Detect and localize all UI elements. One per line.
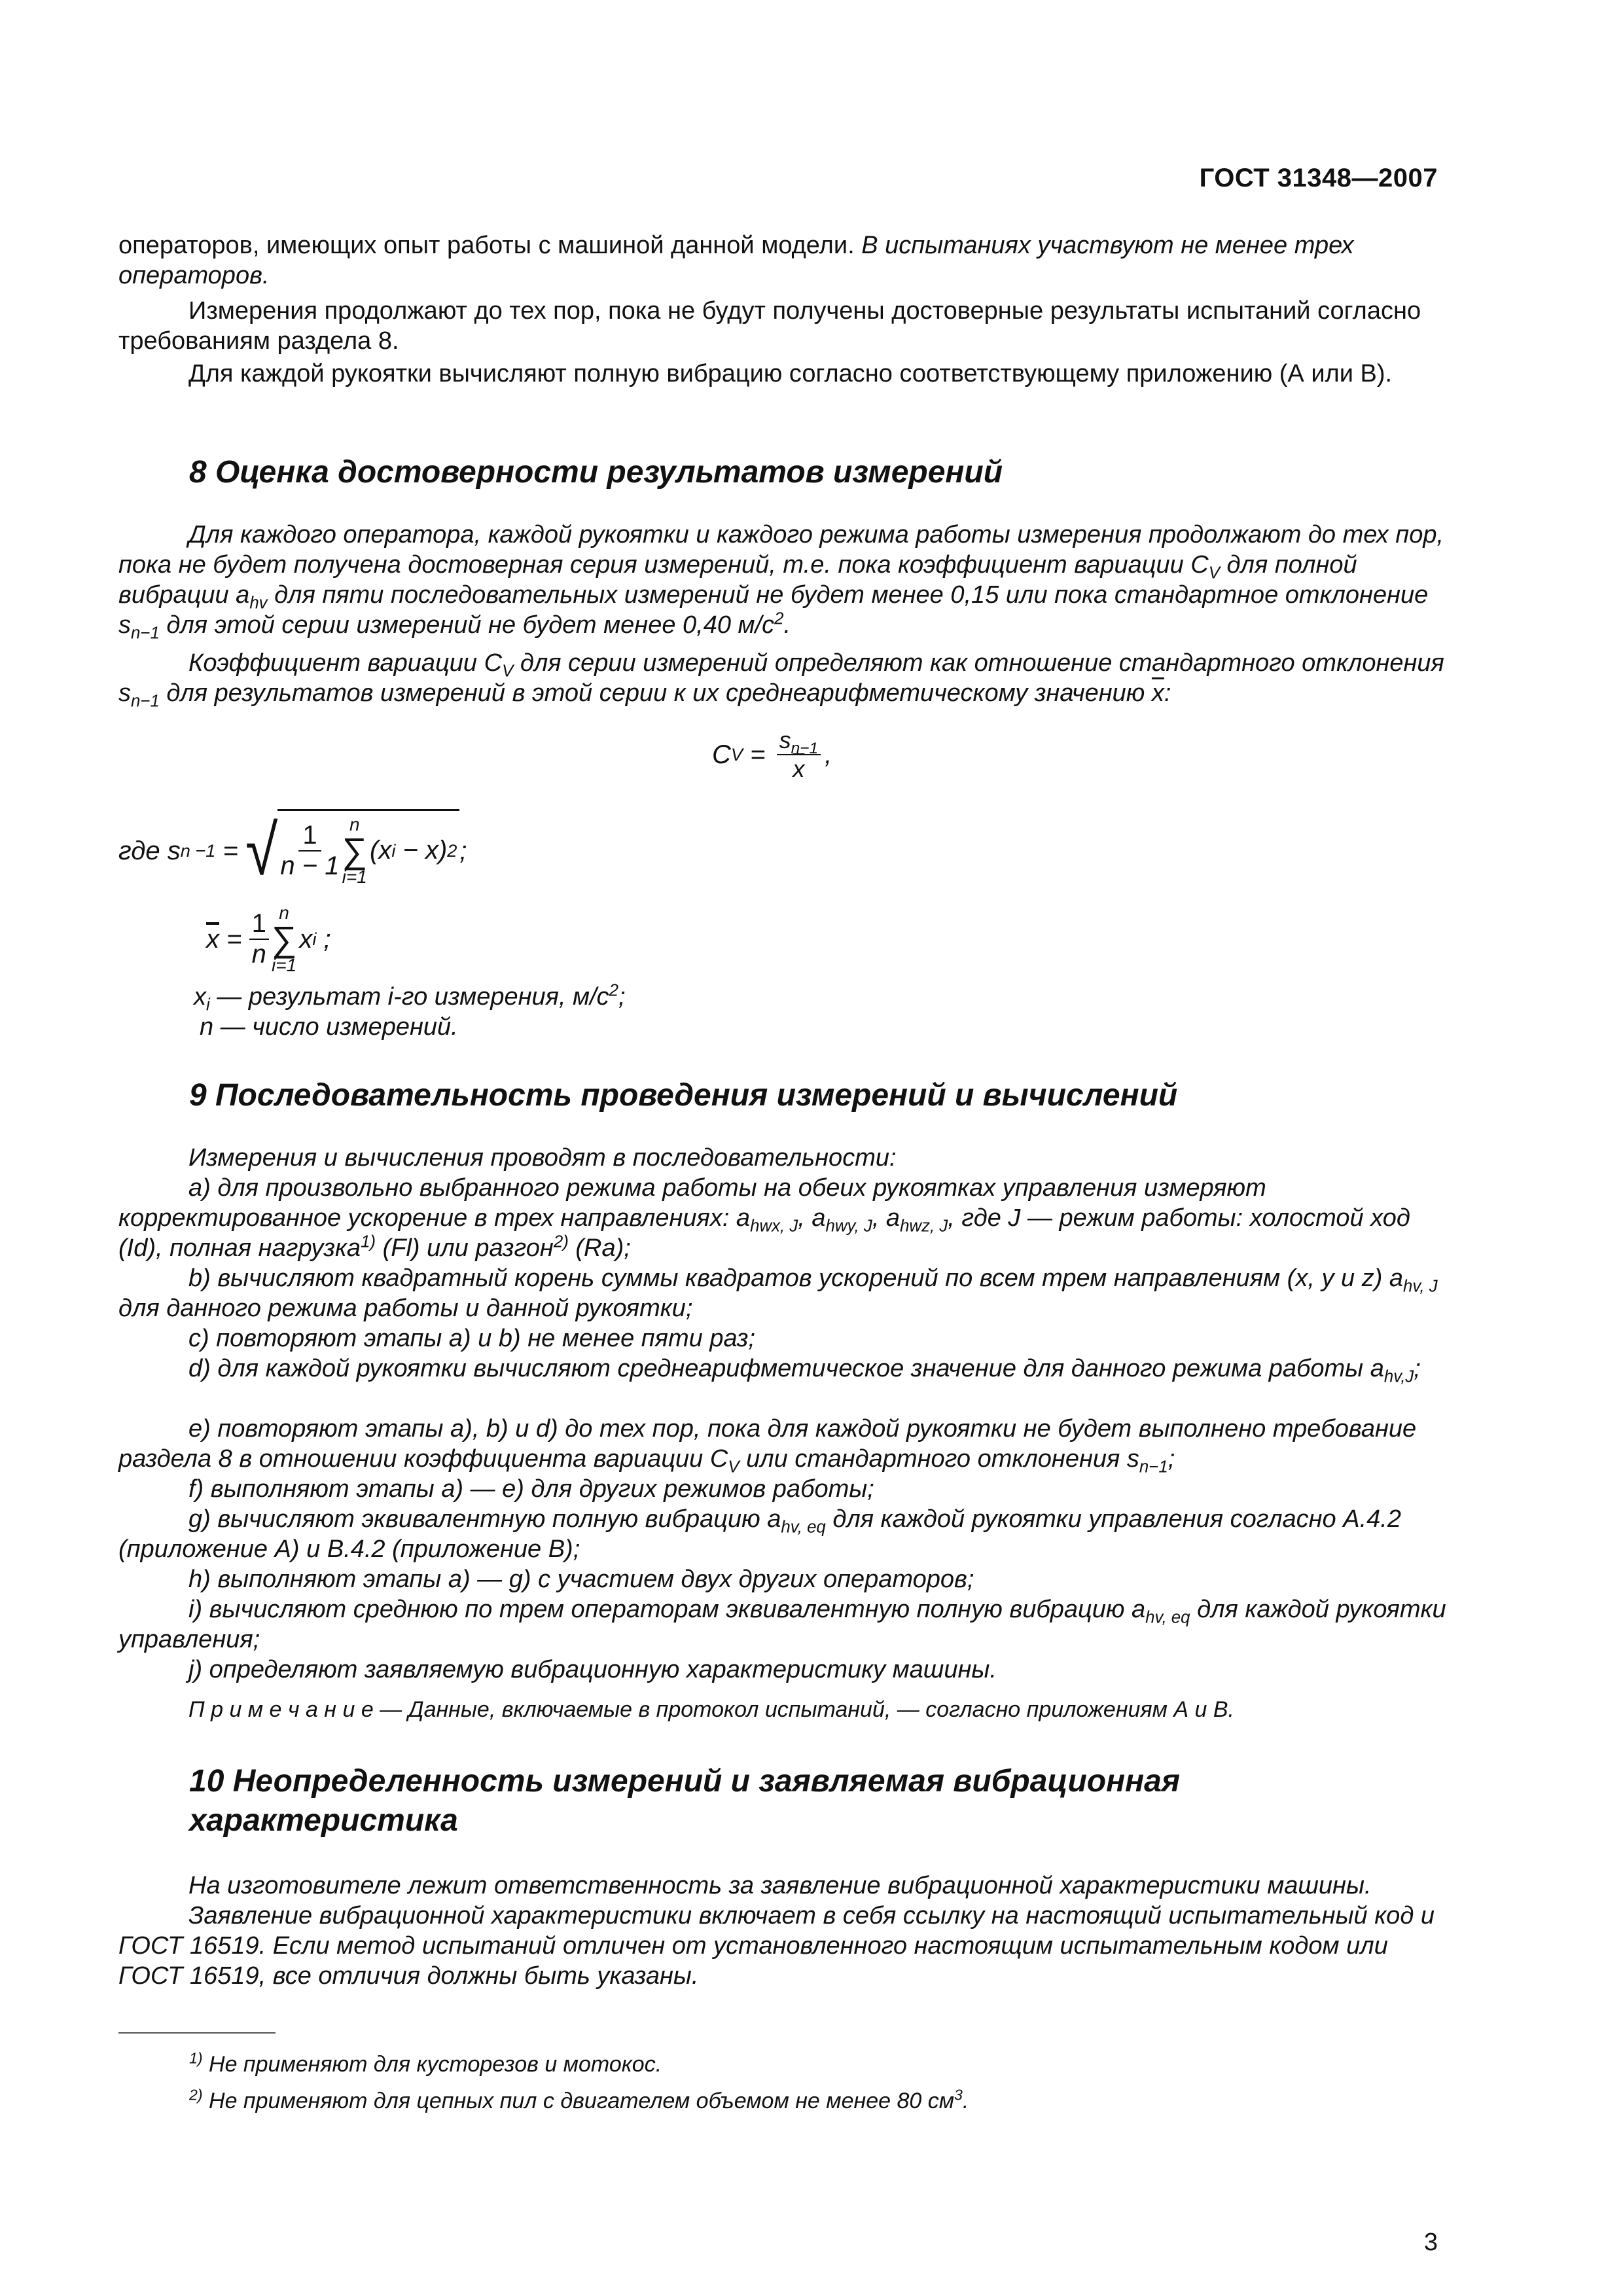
text: ;	[1168, 1445, 1175, 1473]
fraction	[280, 821, 339, 881]
where-label: где s	[118, 836, 181, 865]
text: или стандартного отклонения s	[739, 1445, 1139, 1473]
text: i) вычисляют среднюю по трем операторам эквивалентную полную вибрацию a	[188, 1596, 1146, 1623]
text: для пяти последовательных измерений не будет менее 0,15 или пока стандартное отклонение s	[118, 581, 1429, 639]
fraction-denominator: x	[793, 755, 805, 782]
step-e	[118, 1414, 1447, 1477]
section-9-heading: 9 Последовательность проведения измерений и вычислений	[189, 1078, 1178, 1113]
subscript: hwy, J	[825, 1217, 872, 1236]
formula-tail: ;	[316, 924, 331, 954]
text: ;	[1414, 1355, 1421, 1382]
text: для результатов измерений в этой серии к их среднеарифметическому значению	[159, 679, 1152, 707]
subscript: hwx, J	[750, 1217, 798, 1236]
subscript: V	[1208, 564, 1220, 583]
text: , a	[798, 1204, 826, 1232]
subscript: hv, J	[1403, 1277, 1438, 1296]
subscript: hv,J	[1383, 1367, 1414, 1386]
text: (Ra);	[568, 1234, 631, 1262]
sum-body: − x)	[395, 836, 448, 865]
sum-var: x	[299, 924, 313, 954]
superscript: 3	[954, 2086, 963, 2104]
note-text: — Данные, включаемые в протокол испытаний, — согласно приложениям А и В.	[373, 1697, 1234, 1722]
text: для полной вибрации a	[118, 551, 1357, 609]
section-10-paragraph-2: Заявление вибрационной характеристики включает в себя ссылку на настоящий испытательный код и ГОСТ 16519. Если метод испытаний отличен от установленного настоящим испытательным кодом или ГОСТ 16519, все отличия должны быть указаны.	[118, 1902, 1435, 1990]
step-b	[118, 1263, 1447, 1323]
formula-standard-deviation: где s n −1 = √ $\frac{1}{n - 1}$ n ∑ i=1 (x i − x) 2 ;	[118, 805, 467, 897]
formula-eq: =	[215, 836, 246, 865]
fraction	[777, 726, 821, 783]
formula-coefficient-variation: C V = $\frac{s_{n-1}}{x}$ ,	[712, 726, 832, 782]
subscript: V	[728, 1458, 740, 1477]
text: а) для произвольно выбранного режима работы на обеих рукоятках управления измеряют корректированное ускорение в трех направлениях: a	[118, 1174, 1266, 1232]
formula-mean: $\overline{x}$ = $\frac{1}{n}$ n ∑ i=1 x i ;	[206, 903, 331, 975]
text: операторов, имеющих опыт работы с машиной данной модели.	[118, 232, 862, 259]
fraction-numerator: 1	[298, 821, 321, 852]
footnote-mark: 1)	[189, 2049, 203, 2067]
text: для каждой рукоятки управления согласно А.4.2 (приложение А) и В.4.2 (приложение В);	[118, 1505, 1401, 1563]
footnote-mark: 2)	[189, 2086, 203, 2104]
section-9-note	[118, 1695, 1447, 1724]
sum-top: n	[349, 814, 360, 834]
fraction	[249, 909, 269, 969]
text: Для каждого оператора, каждой рукоятки и каждого режима работы измерения продолжают до тех пор, пока не будет получена достоверная серия измерений, т.е. пока коэффициент вариации C	[118, 521, 1444, 579]
step-f: f) выполняют этапы a) — e) для других режимов работы;	[188, 1475, 874, 1503]
text: .	[783, 611, 791, 639]
subscript: hwz, J	[900, 1217, 948, 1236]
step-g	[118, 1504, 1447, 1564]
paragraph-measurements-continue: Измерения продолжают до тех пор, пока не будут получены достоверные результаты испытаний согласно требованиям раздела 8.	[118, 297, 1421, 355]
sigma-icon: ∑	[271, 920, 297, 959]
sqrt-icon: √	[245, 812, 278, 890]
document-id: ГОСТ 31348—2007	[1199, 164, 1438, 192]
text: x	[194, 983, 206, 1011]
sigma-icon: ∑	[342, 831, 367, 870]
text: b) вычисляют квадратный корень суммы квадратов ускорений по всем трем направлениям (x, y и z) a	[188, 1265, 1404, 1292]
formula-eq: =	[219, 924, 249, 954]
section-8-paragraph-1	[118, 520, 1447, 643]
sum-block	[272, 903, 297, 975]
formula-tail: ;	[459, 836, 467, 865]
text: ;	[618, 983, 626, 1011]
numerator-sub: n−1	[791, 740, 819, 758]
step-a	[118, 1173, 1447, 1263]
subscript: hv, eq	[1145, 1608, 1190, 1627]
fraction-denominator: n	[251, 940, 266, 969]
definition-n: n — число измерений.	[200, 1013, 458, 1041]
sum-body: (x	[370, 836, 392, 865]
subscript: V	[502, 662, 514, 681]
text: для серии измерений определяют как отношение стандартного отклонения s	[118, 649, 1444, 707]
fraction-numerator: 1	[249, 909, 269, 940]
step-c: c) повторяют этапы a) и b) не менее пяти раз;	[188, 1325, 755, 1352]
mean-lhs: $\overline{x}$	[206, 924, 219, 954]
footnote-tail: .	[962, 2089, 969, 2113]
section-8-paragraph-2	[118, 648, 1447, 711]
sum-bottom: i=1	[342, 866, 367, 887]
section-9-intro: Измерения и вычисления проводят в последовательности:	[188, 1144, 897, 1172]
formula-eq: =	[743, 740, 773, 769]
fraction-denominator: n − 1	[280, 851, 340, 880]
heading-line-2: характеристика	[189, 1803, 458, 1838]
text: , где J — режим работы: холостой ход (Id), полная нагрузка	[118, 1204, 1410, 1262]
definition-xi	[194, 982, 1437, 1012]
superscript: 2	[609, 981, 619, 1000]
fraction-numerator	[777, 726, 821, 758]
text: для данного режима работы и данной рукоятки;	[118, 1295, 693, 1322]
heading-line-1: 10 Неопределенность измерений и заявляемая вибрационная	[189, 1764, 1181, 1799]
footnote-ref: 1)	[361, 1232, 376, 1251]
section-8-heading: 8 Оценка достоверности результатов измерений	[189, 455, 1003, 490]
text: — результат i-го измерения, м/с	[209, 983, 609, 1011]
superscript: 2	[774, 609, 784, 628]
text: , a	[872, 1204, 901, 1232]
step-h: h) выполняют этапы a) — g) с участием двух других операторов;	[188, 1566, 974, 1593]
footnote-ref: 2)	[553, 1232, 569, 1251]
footnote-text: Не применяют для цепных пил с двигателем объемом не менее 80 см	[202, 2089, 955, 2113]
footnote-text: Не применяют для кусторезов и мотокос.	[202, 2052, 662, 2077]
subscript: n−1	[131, 624, 160, 643]
note-label: П р и м е ч а н и е	[188, 1697, 374, 1722]
sum-top: n	[279, 903, 289, 923]
subscript: i	[206, 996, 210, 1014]
footnote-1	[189, 2049, 662, 2080]
mean-variable: $\overline{x}$	[1151, 679, 1164, 707]
subscript: n−1	[1139, 1458, 1168, 1477]
sum-block	[342, 815, 368, 887]
step-d	[118, 1354, 1447, 1384]
text: e) повторяют этапы a), b) и d) до тех пор, пока для каждой рукоятки не будет выполнено требование раздела 8 в отношении коэффициента вариации C	[118, 1415, 1417, 1473]
footnote-2	[189, 2085, 969, 2117]
paragraph-total-vibration: Для каждой рукоятки вычисляют полную вибрацию согласно соответствующему приложению (А или В).	[188, 360, 1393, 387]
numerator: s	[779, 726, 791, 753]
text: d) для каждой рукоятки вычисляют среднеарифметическое значение для данного режима работы a	[188, 1355, 1384, 1382]
formula-tail: ,	[825, 740, 832, 769]
step-j: j) определяют заявляемую вибрационную характеристику машины.	[188, 1656, 997, 1683]
subscript: hv, eq	[781, 1518, 826, 1537]
page-number: 3	[1423, 2229, 1438, 2256]
sum-bottom: i=1	[272, 955, 297, 975]
text: Коэффициент вариации C	[188, 649, 503, 677]
paragraph-operators	[118, 230, 1447, 291]
sqrt-body: $\frac{1}{n - 1}$ n ∑ i=1 (x i − x) 2	[277, 809, 459, 887]
subscript: n−1	[131, 692, 160, 711]
text-italic: В испытаниях участвуют не менее трех операторов.	[118, 232, 1354, 289]
footnote-divider	[118, 2032, 276, 2034]
text: для этой серии измерений не будет менее 0,40 м/с	[159, 611, 775, 639]
text: g) вычисляют эквивалентную полную вибрацию a	[188, 1505, 781, 1533]
section-10-heading	[189, 1762, 1180, 1840]
formula-lhs: C	[712, 740, 731, 769]
text: :	[1164, 679, 1171, 707]
text: (Fl) или разгон	[376, 1234, 554, 1262]
section-10-paragraph-1: На изготовителе лежит ответственность за заявление вибрационной характеристики машины.	[188, 1872, 1372, 1899]
text: для каждой рукоятки управления;	[118, 1596, 1446, 1653]
subscript: hv	[249, 594, 268, 613]
step-i	[118, 1594, 1447, 1655]
